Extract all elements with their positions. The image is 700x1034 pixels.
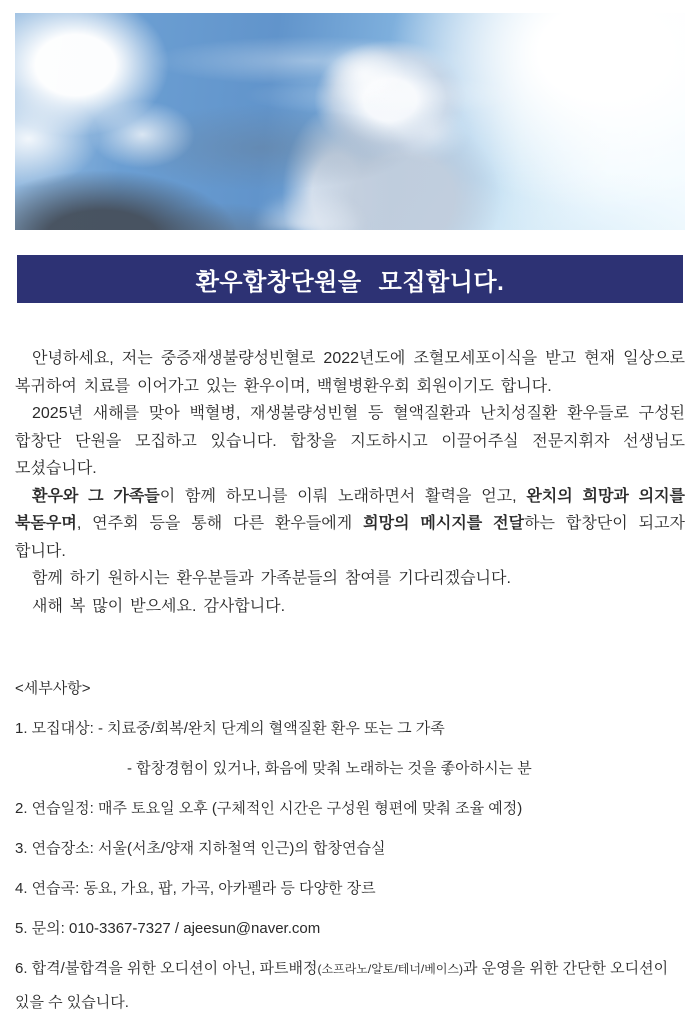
text-run: , 연주회 등을 통해 다른 환우들에게 (76, 515, 364, 532)
banner-title-text: 환우합창단원을 모집합니다. (195, 268, 505, 296)
body-text (15, 345, 685, 620)
text-run-bold: 환우와 그 가족들 (32, 487, 160, 505)
text-run: 2025년 새해를 맞아 백혈병, 재생불량성빈혈 등 혈액질환과 난치성질환 환우들로 구성된 합창단 단원을 모집하고 있습니다. 합창을 지도하시고 이끌어주실 전문지휘자 선생님도 모셨습니다. (15, 405, 685, 477)
details-section (15, 672, 685, 1026)
details-heading: <세부사항> (15, 680, 91, 697)
paragraph-vision (15, 483, 685, 566)
paragraph-invite (15, 565, 685, 593)
detail-item-repertoire: 4. 연습곡: 동요, 가요, 팝, 가곡, 아카펠라 등 다양한 장르 (15, 880, 376, 897)
detail-item-location: 3. 연습장소: 서울(서초/양재 지하철역 인근)의 합창연습실 (15, 840, 386, 857)
text-run-bold: 희망의 메시지를 전달 (363, 515, 525, 532)
text-run: 새해 복 많이 받으세요. 감사합니다. (32, 597, 286, 615)
cloud-layer (15, 13, 685, 230)
detail-item-schedule: 2. 연습일정: 매주 토요일 오후 (구체적인 시간은 구성원 형편에 맞춰 조율 예정) (15, 800, 523, 817)
text-run-small: (소프라노/알토/테너/베이스) (317, 962, 464, 976)
detail-item-target-subline: - 합창경험이 있거나, 화음에 맞춰 노래하는 것을 좋아하시는 분 (127, 760, 532, 777)
text-run: 함께 하기 원하시는 환우분들과 가족분들의 참여를 기다리겠습니다. (32, 570, 511, 587)
paragraph-greeting (15, 593, 685, 621)
text-run: 6. 합격/불합격을 위한 오디션이 아닌, 파트배정 (15, 960, 318, 977)
title-banner (17, 255, 683, 303)
detail-item-target: 1. 모집대상: - 치료중/회복/완치 단계의 혈액질환 환우 또는 그 가족 (15, 720, 445, 737)
text-run: 이 함께 하모니를 이뤄 노래하면서 활력을 얻고, (159, 487, 527, 505)
sky-clouds-photo (15, 13, 685, 230)
detail-item-audition (15, 952, 685, 1019)
text-run: 하는 합창단이 되고자 합니다. (15, 515, 685, 560)
detail-item-contact: 5. 문의: 010-3367-7327 / ajeesun@naver.com (15, 920, 321, 937)
text-run: 과 운영을 위한 간단한 오디션이 있을 수 있습니다. (15, 960, 669, 1011)
text-run: 안녕하세요, 저는 중증재생불량성빈혈로 2022년도에 조혈모세포이식을 받고 현재 일상으로 복귀하여 치료를 이어가고 있는 환우이며, 백혈병환우회 회원이기도 합니다. (15, 350, 685, 395)
text-run-bold: 완치의 희망과 의지를 북돋우며 (15, 487, 686, 532)
paragraph-recruit (15, 400, 685, 483)
paragraph-intro (15, 345, 685, 400)
